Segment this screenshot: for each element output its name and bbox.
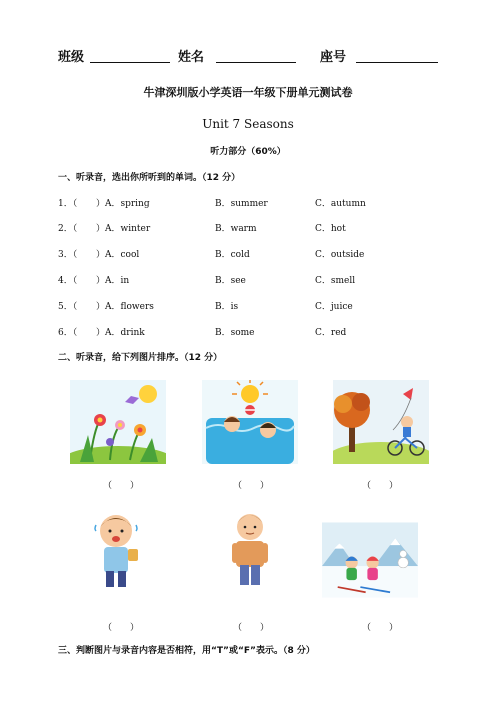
option-b[interactable]: B．warm <box>215 224 257 234</box>
seat-field[interactable] <box>356 62 438 63</box>
class-label: 班级 <box>58 50 85 65</box>
listening-part-label: 听力部分（60%） <box>210 147 286 157</box>
picture-answer-blank[interactable]: （ ） <box>233 623 270 633</box>
picture-answer-blank[interactable]: （ ） <box>103 623 140 633</box>
question-number: 5．（ <box>58 302 78 312</box>
option-a[interactable]: ）A．cool <box>96 250 140 260</box>
option-b[interactable]: B．some <box>215 328 255 338</box>
option-c[interactable]: C．autumn <box>315 199 366 209</box>
class-field[interactable] <box>90 62 170 63</box>
question-row <box>58 221 458 235</box>
option-c[interactable]: C．hot <box>315 224 346 234</box>
option-a[interactable]: ）A．flowers <box>96 302 154 312</box>
question-number: 1．（ <box>58 199 78 209</box>
autumn-cycling-icon <box>333 380 429 464</box>
question-number: 6．（ <box>58 328 78 338</box>
section1-heading: 一、听录音，选出你所听到的单词。（12 分） <box>58 173 241 183</box>
option-a[interactable]: ）A．winter <box>96 224 151 234</box>
question-row <box>58 273 458 287</box>
picture-answer-blank[interactable]: （ ） <box>233 481 270 491</box>
option-c[interactable]: C．smell <box>315 276 356 286</box>
question-number: 3．（ <box>58 250 78 260</box>
option-b[interactable]: B．cold <box>215 250 250 260</box>
cold-boy-icon <box>202 505 298 589</box>
seat-label: 座号 <box>320 50 347 65</box>
option-a[interactable]: ）A．in <box>96 276 130 286</box>
spring-flowers-icon <box>70 380 166 464</box>
question-number: 4．（ <box>58 276 78 286</box>
name-label: 姓名 <box>178 50 205 65</box>
name-field[interactable] <box>216 62 296 63</box>
picture-answer-blank[interactable]: （ ） <box>362 623 399 633</box>
picture-answer-blank[interactable]: （ ） <box>362 481 399 491</box>
question-row <box>58 247 458 261</box>
option-c[interactable]: C．red <box>315 328 347 338</box>
winter-skiing-icon <box>322 518 418 602</box>
unit-title: Unit 7 Seasons <box>202 117 294 131</box>
question-row <box>58 299 458 313</box>
page-title: 牛津深圳版小学英语一年级下册单元测试卷 <box>143 86 353 99</box>
summer-swimming-icon <box>202 380 298 464</box>
option-b[interactable]: B．is <box>215 302 239 312</box>
hot-boy-icon <box>70 505 166 589</box>
question-row <box>58 196 458 210</box>
section2-heading: 二、听录音，给下列图片排序。（12 分） <box>58 353 223 363</box>
question-number: 2．（ <box>58 224 78 234</box>
question-row <box>58 325 458 339</box>
option-a[interactable]: ）A．spring <box>96 199 150 209</box>
option-b[interactable]: B．summer <box>215 199 268 209</box>
option-c[interactable]: C．outside <box>315 250 365 260</box>
section3-heading: 三、判断图片与录音内容是否相符，用“T”或“F”表示。（8 分） <box>58 646 315 656</box>
option-c[interactable]: C．juice <box>315 302 353 312</box>
option-a[interactable]: ）A．drink <box>96 328 145 338</box>
picture-answer-blank[interactable]: （ ） <box>103 481 140 491</box>
option-b[interactable]: B．see <box>215 276 246 286</box>
